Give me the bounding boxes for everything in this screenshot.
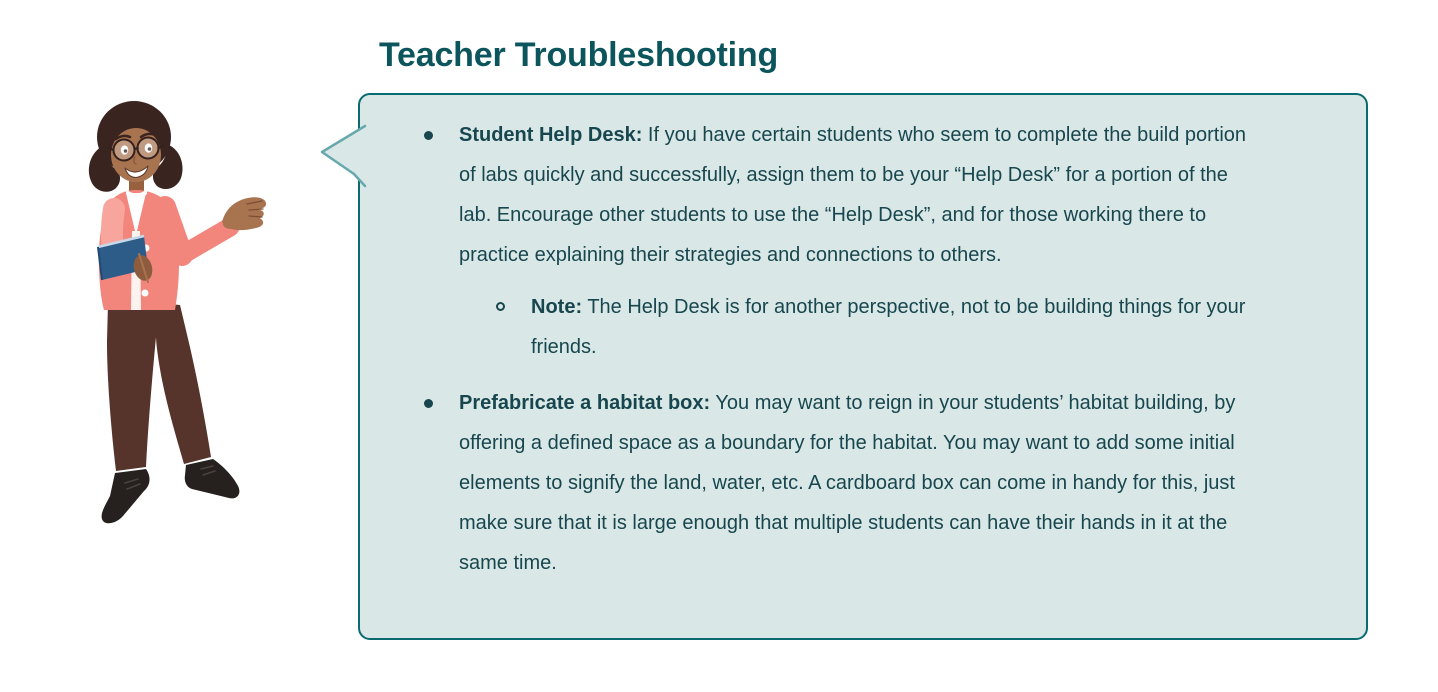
bullet-lead: Prefabricate a habitat box: [459,392,711,414]
bullet-text: You may want to reign in your students’ habitat building, by offering a defined space as a boundary for the habitat. You may want to add some initial elements to signify the land, water, etc. A cardboard box can come in handy for this, just make sure that it is large enough that multiple students can have their hands in it at the same time. [459,392,1236,574]
list-item [487,287,1332,367]
bullet-icon [424,399,433,408]
sub-bullet-icon [496,302,505,311]
speech-bubble-tail [316,123,366,189]
speech-bubble [358,93,1368,640]
bullet-lead: Student Help Desk: [459,124,643,146]
bullet-icon [424,131,433,140]
teacher-illustration [85,97,335,537]
teacher-right-hand [222,197,266,230]
list-item [415,383,1332,583]
list-item [415,115,1332,367]
sub-bullet-paragraph [531,287,1273,367]
teacher-right-arm [165,207,230,255]
bullet-text: The Help Desk is for another perspective, not to be building things for your friends. [531,296,1246,358]
bullet-paragraph [459,383,1249,583]
bullet-lead: Note: [531,296,583,318]
bullet-paragraph [459,115,1249,275]
bullet-text: If you have certain students who seem to complete the build portion of labs quickly and successfully, assign them to be your “Help Desk” for a portion of the lab. Encourage other students to use the “Help Desk”, and for those working there to practice explaining their strategies and connections to others. [459,124,1247,266]
sub-bullet-list [459,287,1332,367]
teacher-pants [107,303,211,471]
page-title: Teacher Troubleshooting [379,36,779,74]
bullet-list [415,115,1332,583]
